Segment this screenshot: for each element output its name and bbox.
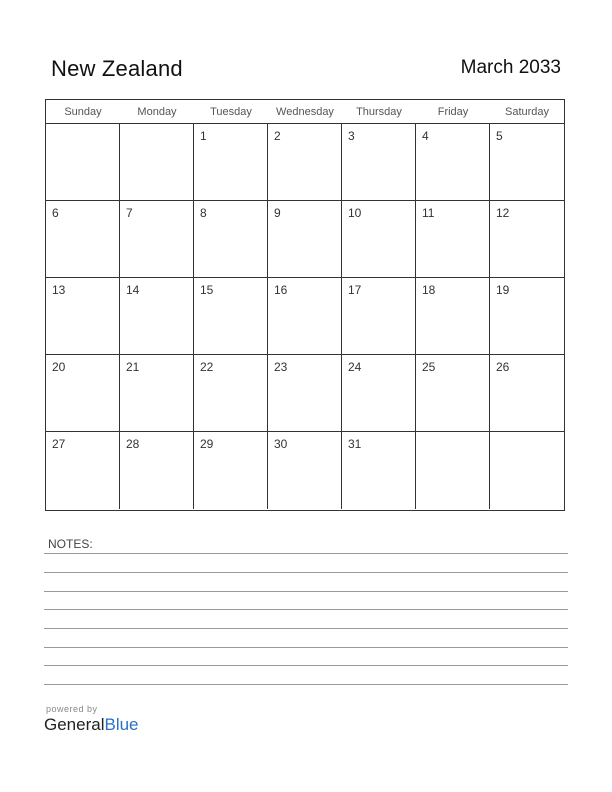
notes-label: NOTES: bbox=[48, 537, 93, 551]
day-cell bbox=[194, 278, 268, 354]
day-cell bbox=[416, 355, 490, 431]
brand-general-text: General bbox=[44, 715, 105, 734]
day-number: 19 bbox=[496, 283, 510, 297]
notes-line bbox=[44, 684, 568, 685]
day-number: 6 bbox=[52, 206, 59, 220]
notes-line bbox=[44, 628, 568, 629]
day-cell bbox=[490, 432, 564, 509]
day-number: 4 bbox=[422, 129, 429, 143]
notes-line bbox=[44, 665, 568, 666]
brand-name bbox=[44, 715, 139, 735]
day-number: 18 bbox=[422, 283, 436, 297]
weekday-thursday: Thursday bbox=[356, 106, 402, 118]
day-number: 7 bbox=[126, 206, 133, 220]
day-cell bbox=[194, 432, 268, 509]
day-number: 3 bbox=[348, 129, 355, 143]
day-number: 24 bbox=[348, 360, 362, 374]
day-number: 31 bbox=[348, 437, 362, 451]
day-number: 2 bbox=[274, 129, 281, 143]
day-number: 10 bbox=[348, 206, 362, 220]
week-row-4 bbox=[46, 355, 564, 432]
calendar-grid bbox=[45, 99, 565, 511]
day-cell bbox=[46, 124, 120, 200]
notes-line bbox=[44, 553, 568, 554]
day-number: 9 bbox=[274, 206, 281, 220]
day-cell bbox=[342, 432, 416, 509]
day-cell bbox=[416, 124, 490, 200]
day-cell bbox=[416, 432, 490, 509]
day-number: 1 bbox=[200, 129, 207, 143]
day-number: 14 bbox=[126, 283, 140, 297]
day-cell bbox=[268, 355, 342, 431]
day-cell bbox=[46, 355, 120, 431]
day-number: 22 bbox=[200, 360, 214, 374]
day-number: 17 bbox=[348, 283, 362, 297]
day-cell bbox=[120, 124, 194, 200]
day-number: 25 bbox=[422, 360, 436, 374]
day-cell bbox=[194, 355, 268, 431]
day-number: 26 bbox=[496, 360, 510, 374]
day-cell bbox=[490, 278, 564, 354]
brand-logo bbox=[44, 704, 139, 735]
day-number: 11 bbox=[422, 206, 435, 220]
notes-line bbox=[44, 591, 568, 592]
notes-line bbox=[44, 647, 568, 648]
weekday-monday: Monday bbox=[137, 106, 177, 118]
day-number: 13 bbox=[52, 283, 66, 297]
day-cell bbox=[490, 355, 564, 431]
day-cell bbox=[416, 201, 490, 277]
weekday-tuesday: Tuesday bbox=[210, 106, 252, 118]
day-cell bbox=[416, 278, 490, 354]
day-number: 21 bbox=[126, 360, 140, 374]
day-number: 30 bbox=[274, 437, 288, 451]
day-number: 29 bbox=[200, 437, 214, 451]
brand-blue-text: Blue bbox=[104, 715, 139, 734]
day-cell bbox=[342, 355, 416, 431]
day-number: 27 bbox=[52, 437, 66, 451]
day-cell bbox=[120, 201, 194, 277]
day-cell bbox=[342, 124, 416, 200]
notes-line bbox=[44, 572, 568, 573]
day-number: 20 bbox=[52, 360, 66, 374]
day-cell bbox=[268, 432, 342, 509]
day-number: 28 bbox=[126, 437, 140, 451]
day-cell bbox=[342, 201, 416, 277]
day-cell bbox=[194, 201, 268, 277]
day-number: 8 bbox=[200, 206, 207, 220]
day-cell bbox=[268, 278, 342, 354]
day-number: 16 bbox=[274, 283, 288, 297]
country-title: New Zealand bbox=[51, 56, 183, 81]
day-cell bbox=[342, 278, 416, 354]
day-cell bbox=[120, 432, 194, 509]
weekday-sunday: Sunday bbox=[64, 106, 102, 118]
day-cell bbox=[120, 278, 194, 354]
day-cell bbox=[194, 124, 268, 200]
powered-by-text: powered by bbox=[46, 704, 98, 714]
day-cell bbox=[490, 124, 564, 200]
day-cell bbox=[268, 124, 342, 200]
week-row-3 bbox=[46, 278, 564, 355]
day-number: 23 bbox=[274, 360, 288, 374]
day-cell bbox=[120, 355, 194, 431]
notes-line bbox=[44, 609, 568, 610]
week-row-5 bbox=[46, 432, 564, 509]
day-cell bbox=[46, 432, 120, 509]
weekday-saturday: Saturday bbox=[504, 106, 550, 118]
day-cell bbox=[46, 278, 120, 354]
day-number: 5 bbox=[496, 129, 503, 143]
day-number: 15 bbox=[200, 283, 214, 297]
day-cell bbox=[46, 201, 120, 277]
weekday-friday: Friday bbox=[437, 106, 469, 118]
week-row-1 bbox=[46, 124, 564, 201]
week-row-2 bbox=[46, 201, 564, 278]
day-number: 12 bbox=[496, 206, 510, 220]
weekday-wednesday: Wednesday bbox=[276, 106, 334, 118]
weekday-header-row bbox=[46, 100, 564, 124]
month-title: March 2033 bbox=[460, 57, 561, 78]
day-cell bbox=[268, 201, 342, 277]
day-cell bbox=[490, 201, 564, 277]
